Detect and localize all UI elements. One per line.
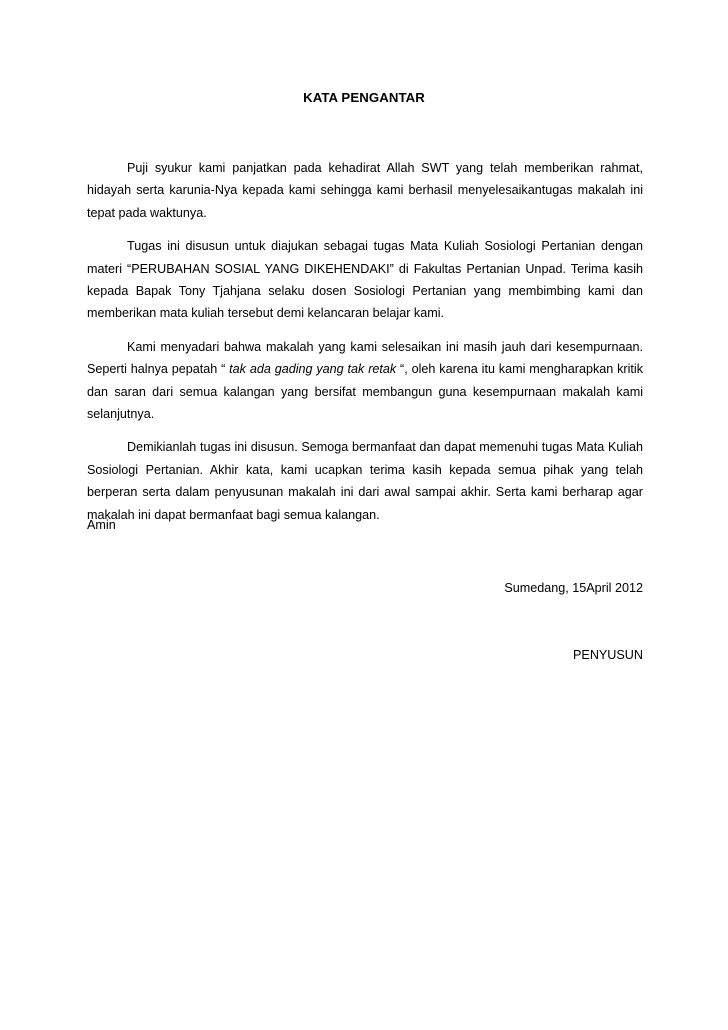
paragraph-text: Puji syukur kami panjatkan pada kehadirat Allah SWT yang telah memberikan rahmat, hidayah serta karunia-Nya kepada kami sehingga kami berhasil menyelesaikantugas makalah ini tepat pada waktunya. xyxy=(87,161,643,220)
paragraph-closing xyxy=(87,436,643,526)
place-and-date: Sumedang, 15April 2012 xyxy=(504,581,643,595)
closing-word: Amin xyxy=(87,518,116,532)
document-title: KATA PENGANTAR xyxy=(303,90,425,105)
paragraph-text: Tugas ini disusun untuk diajukan sebagai tugas Mata Kuliah Sosiologi Pertanian dengan materi “PERUBAHAN SOSIAL YANG DIKEHENDAKI” di Fakultas Pertanian Unpad. Terima kasih kepada Bapak Tony Tjahjana selaku dosen Sosiologi Pertanian yang membimbing kami dan memberikan mata kuliah tersebut demi kelancaran belajar kami. xyxy=(87,239,643,321)
paragraph-text: Demikianlah tugas ini disusun. Semoga bermanfaat dan dapat memenuhi tugas Mata Kuliah Sosiologi Pertanian. Akhir kata, kami ucapkan terima kasih kepada semua pihak yang telah berperan serta dalam penyusunan makalah ini dari awal sampai akhir. Serta kami berharap agar makalah ini dapat bermanfaat bagi semua kalangan. xyxy=(87,440,643,522)
paragraph-purpose xyxy=(87,235,643,325)
paragraph-opening xyxy=(87,157,643,224)
paragraph-text: Kami menyadari bahwa makalah yang kami selesaikan ini masih jauh dari kesempurnaan. Seperti halnya pepatah “ xyxy=(87,339,643,377)
signer-label: PENYUSUN xyxy=(573,648,643,662)
document-body xyxy=(87,157,643,537)
proverb-italic: tak ada gading yang tak retak xyxy=(229,362,397,377)
paragraph-text-continued: “, oleh karena itu kami mengharapkan kritik dan saran dari semua kalangan yang bersifat membangun guna kesempurnaan makalah kami selanjutnya. xyxy=(87,362,644,422)
paragraph-acknowledgement xyxy=(87,336,643,426)
